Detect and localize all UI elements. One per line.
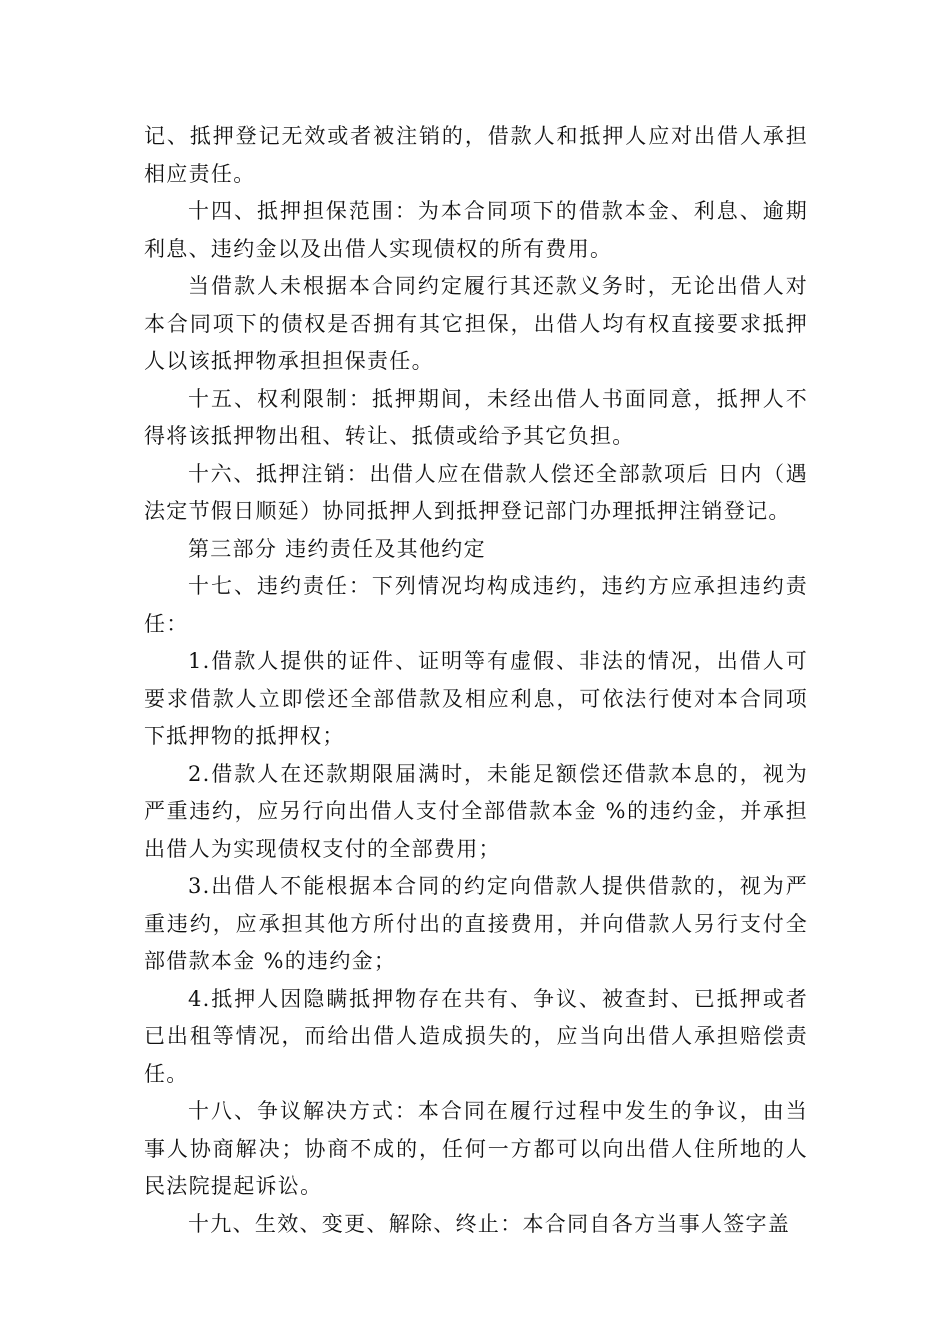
- paragraph-clause-14: 十四、抵押担保范围：为本合同项下的借款本金、利息、逾期利息、违约金以及出借人实现债权的所有费用。: [144, 199, 808, 261]
- paragraph-clause-18: 十八、争议解决方式：本合同在履行过程中发生的争议，由当事人协商解决；协商不成的，任何一方都可以向出借人住所地的人民法院提起诉讼。: [144, 1099, 808, 1198]
- list-item-4: 4.抵押人因隐瞒抵押物存在共有、争议、被查封、已抵押或者已出租等情况，而给出借人造成损失的，应当向出借人承担赔偿责任。: [144, 986, 808, 1086]
- paragraph-continuation: 记、抵押登记无效或者被注销的，借款人和抵押人应对出借人承担相应责任。: [144, 124, 808, 186]
- list-item-2: 2.借款人在还款期限届满时，未能足额偿还借款本息的，视为严重违约，应另行向出借人支付全部借款本金 %的违约金，并承担出借人为实现债权支付的全部费用；: [144, 761, 808, 861]
- paragraph-clause-17: 十七、违约责任：下列情况均构成违约，违约方应承担违约责任：: [144, 574, 808, 636]
- list-item-1: 1.借款人提供的证件、证明等有虚假、非法的情况，出借人可要求借款人立即偿还全部借款及相应利息，可依法行使对本合同项下抵押物的抵押权；: [144, 649, 808, 748]
- list-item-3: 3.出借人不能根据本合同的约定向借款人提供借款的，视为严重违约，应承担其他方所付出的直接费用，并向借款人另行支付全部借款本金 %的违约金；: [144, 874, 808, 973]
- paragraph-clause-15: 十五、权利限制：抵押期间，未经出借人书面同意，抵押人不得将该抵押物出租、转让、抵债或给予其它负担。: [144, 386, 808, 448]
- paragraph-clause-14-detail: 当借款人未根据本合同约定履行其还款义务时，无论出借人对本合同项下的债权是否拥有其它担保，出借人均有权直接要求抵押人以该抵押物承担担保责任。: [144, 274, 808, 373]
- document-body: [144, 118, 808, 1243]
- paragraph-clause-16: 十六、抵押注销：出借人应在借款人偿还全部款项后 日内（遇法定节假日顺延）协同抵押人到抵押登记部门办理抵押注销登记。: [144, 461, 808, 523]
- section-heading-part-3: 第三部分 违约责任及其他约定: [188, 536, 486, 561]
- paragraph-clause-19: 十九、生效、变更、解除、终止：本合同自各方当事人签字盖: [188, 1211, 791, 1236]
